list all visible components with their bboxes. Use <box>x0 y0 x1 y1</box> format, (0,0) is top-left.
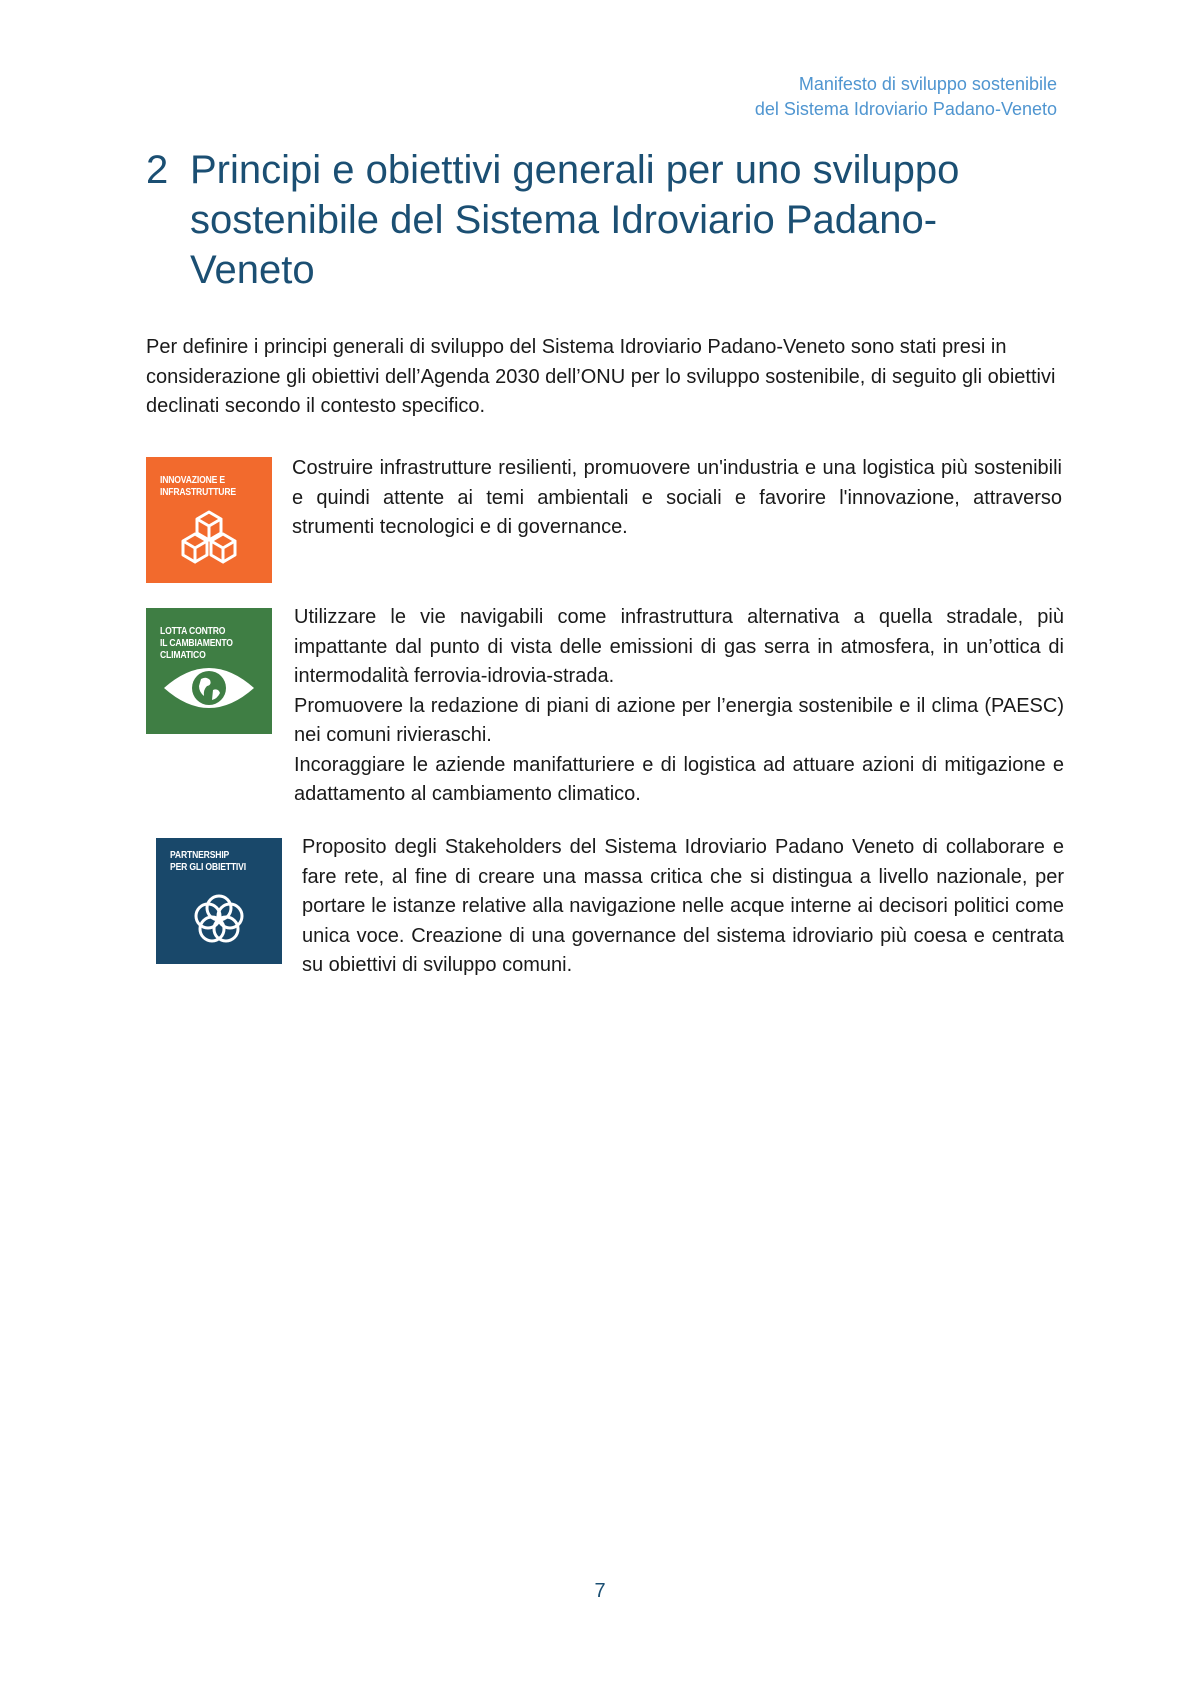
goal-innovation-paragraph: Costruire infrastrutture resilienti, promuovere un'industria e una logistica più sostenibili e quindi attente ai temi ambientali e sociali e favorire l'innovazione, attraverso strumenti tecnologici e di governance. <box>292 457 1062 538</box>
cubes-icon <box>146 457 272 583</box>
sdg17-label-1: PARTNERSHIP <box>170 850 230 861</box>
goal-climate-paragraph-1: Utilizzare le vie navigabili come infrastruttura alternativa a quella stradale, più impattante dal punto di vista delle emissioni di gas serra in atmosfera, in un’ottica di intermodalità ferrovia-idrovia-strada. <box>294 606 1064 687</box>
eye-globe-icon <box>146 608 272 734</box>
goal-partnership-text <box>302 833 1064 981</box>
sdg9-label-1: INNOVAZIONE E <box>160 475 225 486</box>
goal-climate-paragraph-2: Promuovere la redazione di piani di azione per l’energia sostenibile e il clima (PAESC) nei comuni rivieraschi. <box>294 694 1064 746</box>
goal-partnership-paragraph: Proposito degli Stakeholders del Sistema Idroviario Padano Veneto di collaborare e fare rete, al fine di creare una massa critica che si distingua a livello nazionale, per portare le istanze relative alla navigazione nelle acque interne ai decisori politici come unica voce. Creazione di una governance del sistema idroviario più coesa e centrata su obiettivi di sviluppo comuni. <box>302 836 1064 976</box>
section-number: 2 <box>146 148 169 192</box>
section-title-text: Principi e obiettivi generali per uno sviluppo sostenibile del Sistema Idroviario Padano-Veneto <box>190 148 960 292</box>
sdg13-label-2: IL CAMBIAMENTO <box>160 638 233 649</box>
sdg17-label-2: PER GLI OBIETTIVI <box>170 862 246 873</box>
intro-paragraph: Per definire i principi generali di sviluppo del Sistema Idroviario Padano-Veneto sono stati presi in considerazione gli obiettivi dell’Agenda 2030 dell’ONU per lo sviluppo sostenibile, di seguito gli obiettivi declinati secondo il contesto specifico. <box>146 336 1056 417</box>
sdg13-label-3: CLIMATICO <box>160 650 206 661</box>
header-line-1: Manifesto di sviluppo sostenibile <box>798 74 1057 94</box>
running-header <box>755 72 1057 122</box>
sdg9-label-2: INFRASTRUTTURE <box>160 487 236 498</box>
header-line-2: del Sistema Idroviario Padano-Veneto <box>754 99 1057 119</box>
sdg17-icon <box>156 838 282 964</box>
flower-rings-icon <box>156 838 282 964</box>
sdg13-label-1: LOTTA CONTRO <box>160 626 226 637</box>
goal-innovation-text <box>292 454 1062 583</box>
sdg13-icon <box>146 608 272 734</box>
goal-climate-paragraph-3: Incoraggiare le aziende manifatturiere e di logistica ad attuare azioni di mitigazione e adattamento al cambiamento climatico. <box>294 753 1064 805</box>
goal-innovation <box>146 457 1062 583</box>
page-number: 7 <box>594 1580 606 1602</box>
sdg9-icon <box>146 457 272 583</box>
section-title <box>146 145 1046 295</box>
goal-partnership <box>156 838 1064 981</box>
goal-climate-text <box>294 603 1064 810</box>
goal-climate <box>146 608 1064 810</box>
